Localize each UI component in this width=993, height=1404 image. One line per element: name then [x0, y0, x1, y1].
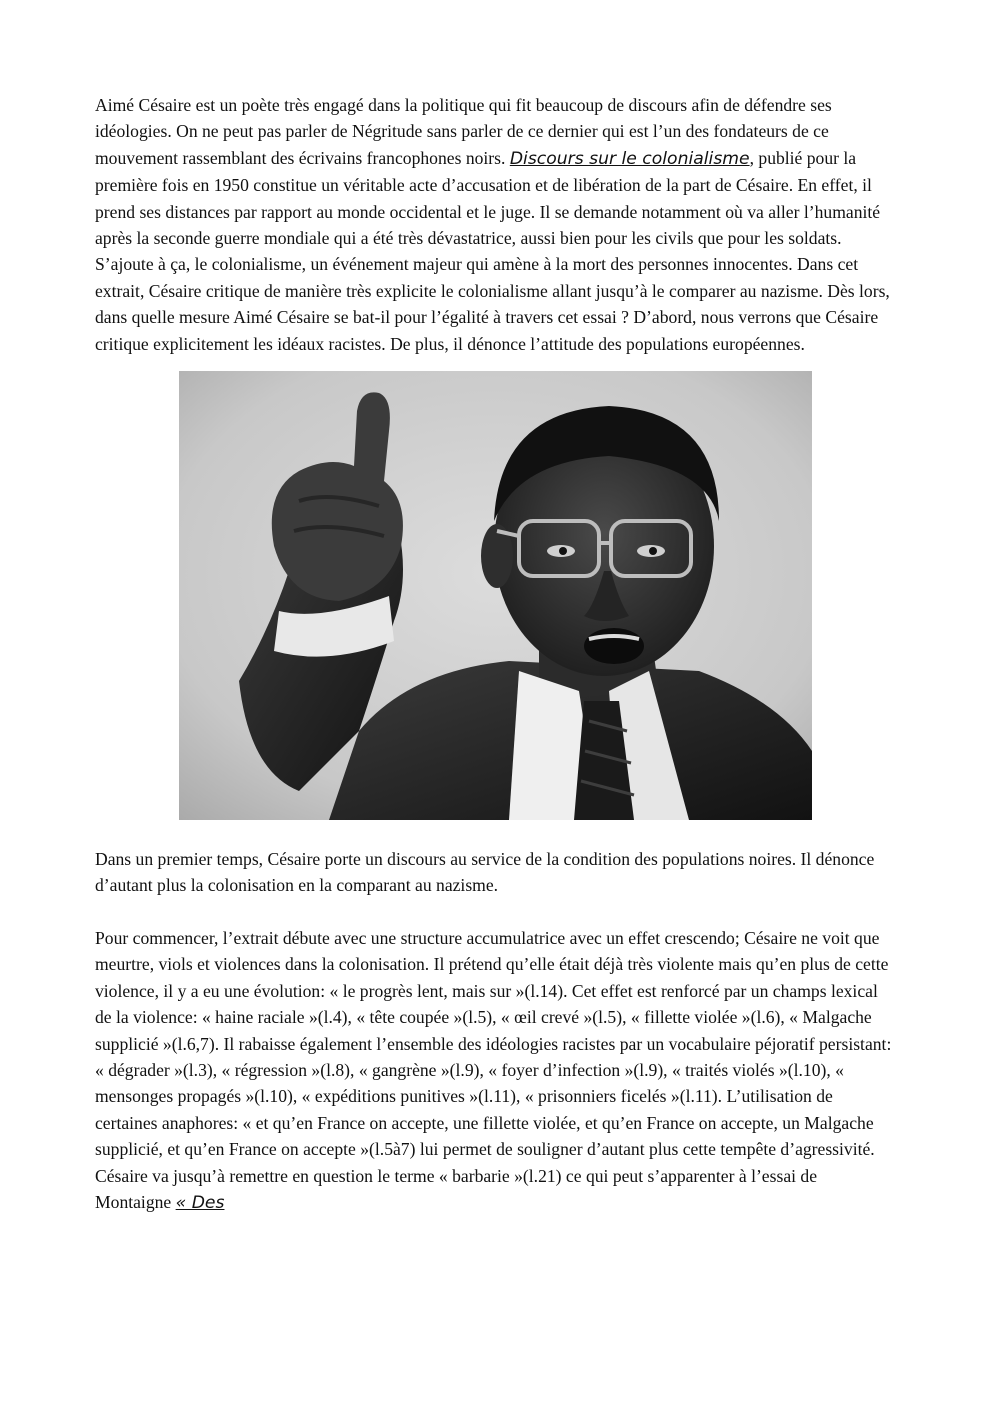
portrait-photo: [179, 371, 812, 820]
intro-text-part2: , publié pour la première fois en 1950 constitue un véritable acte d’accusation et de libération de la part de Césaire. En effet, il prend ses distances par rapport au monde occidental et le juge. Il se demande notamment où va aller l’humanité après la seconde guerre mondiale qui a été très dévastatrice, aussi bien pour les civils que pour les soldats. S’ajoute à ça, le colonialisme, un événement majeur qui amène à la mort des personnes innocentes. Dans cet extrait, Césaire critique de manière très explicite le colonialisme allant jusqu’à le comparer au nazisme. Dès lors, dans quelle mesure Aimé Césaire se bat-il pour l’égalité à travers cet essai ? D’abord, nous verrons que Césaire critique explicitement les idéaux racistes. De plus, il dénonce l’attitude des populations européennes.: [95, 147, 890, 354]
intro-paragraph: [95, 92, 895, 357]
section2-paragraph: [95, 925, 895, 1216]
document-page: [95, 92, 895, 1216]
essay-title-link[interactable]: « Des: [175, 1192, 225, 1213]
intro-text-part1: Aimé Césaire est un poète très engagé dans la politique qui fit beaucoup de discours afin de défendre ses idéologies. On ne peut pas parler de Négritude sans parler de ce dernier qui est l’un des fondateurs de ce mouvement rassemblant des écrivains francophones noirs.: [95, 95, 832, 168]
section1-paragraph: Dans un premier temps, Césaire porte un discours au service de la condition des populations noires. Il dénonce d’autant plus la colonisation en la comparant au nazisme.: [95, 849, 875, 896]
book-title-link[interactable]: Discours sur le colonialisme: [509, 148, 750, 169]
section2-text: Pour commencer, l’extrait débute avec une structure accumulatrice avec un effet crescendo; Césaire ne voit que meurtre, viols et violences dans la colonisation. Il prétend qu’elle était déjà très violente mais qu’en plus de cette violence, il y a eu une évolution: « le progrès lent, mais sur »(l.14). Cet effet est renforcé par un champs lexical de la violence: « haine raciale »(l.4), « tête coupée »(l.5), « œil crevé »(l.5), « fillette violée »(l.6), « Malgache supplicié »(l.6,7). Il rabaisse également l’ensemble des idéologies racistes par un vocabulaire péjoratif persistant: « dégrader »(l.3), « régression »(l.8), « gangrène »(l.9), « foyer d’infection »(l.9), « traités violés »(l.10), « mensonges propagés »(l.10), « expéditions punitives »(l.11), « prisonniers ficelés »(l.11). L’utilisation de certaines anaphores: « et qu’en France on accepte, une fillette violée, et qu’en France on accepte, un Malgache supplicié, et qu’en France on accepte »(l.5à7) lui permet de souligner d’autant plus cette tempête d’agressivité. Césaire va jusqu’à remettre en question le terme « barbarie »(l.21) ce qui peut s’apparenter à l’essai de Montaigne: [95, 927, 892, 1212]
